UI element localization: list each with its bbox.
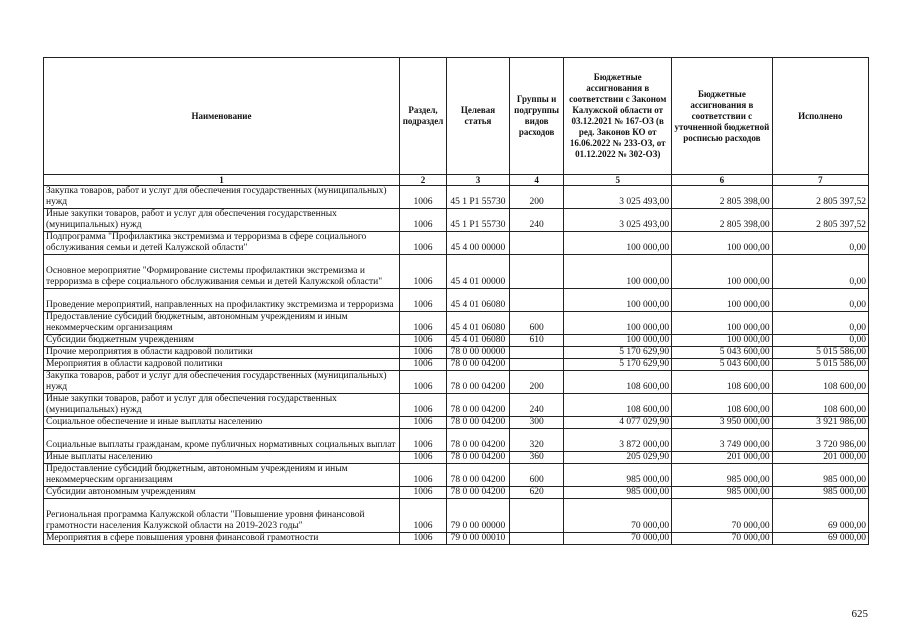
row-section: 1006: [399, 499, 446, 533]
row-section: 1006: [399, 186, 446, 209]
header-section: Раздел, подраздел: [399, 58, 446, 175]
column-number: 1: [44, 175, 400, 186]
row-law-amount: 100 000,00: [564, 312, 672, 335]
table-row: [44, 371, 869, 394]
row-name: Субсидии автономным учреждениям: [44, 487, 400, 499]
row-roster-amount: 201 000,00: [672, 452, 773, 464]
row-group: 200: [509, 371, 563, 394]
row-target: 79 0 00 00010: [447, 533, 510, 545]
row-group: [509, 255, 563, 289]
row-section: 1006: [399, 209, 446, 232]
row-name: Иные закупки товаров, работ и услуг для обеспечения государственных (муниципальных) нужд: [44, 394, 400, 417]
row-name: Основное мероприятие "Формирование системы профилактики экстремизма и терроризма в сфере социального обслуживания семьи и детей Калужской области": [44, 255, 400, 289]
header-row: [44, 58, 869, 175]
row-group: [509, 347, 563, 359]
header-name: Наименование: [44, 58, 400, 175]
row-roster-amount: 100 000,00: [672, 335, 773, 347]
row-name: Предоставление субсидий бюджетным, автономным учреждениям и иным некоммерческим организациям: [44, 464, 400, 487]
row-law-amount: 985 000,00: [564, 487, 672, 499]
row-executed-amount: 201 000,00: [772, 452, 868, 464]
row-executed-amount: 69 000,00: [772, 499, 868, 533]
row-target: 45 4 01 06080: [447, 312, 510, 335]
row-group: 200: [509, 186, 563, 209]
row-executed-amount: 108 600,00: [772, 394, 868, 417]
column-number-row: [44, 175, 869, 186]
row-group: 620: [509, 487, 563, 499]
row-name: Проведение мероприятий, направленных на профилактику экстремизма и терроризма: [44, 289, 400, 312]
row-name: Прочие мероприятия в области кадровой политики: [44, 347, 400, 359]
table-row: [44, 255, 869, 289]
row-executed-amount: 69 000,00: [772, 533, 868, 545]
row-target: 45 4 01 06080: [447, 289, 510, 312]
row-roster-amount: 5 043 600,00: [672, 359, 773, 371]
table-row: [44, 335, 869, 347]
row-executed-amount: 985 000,00: [772, 487, 868, 499]
row-roster-amount: 100 000,00: [672, 255, 773, 289]
row-name: Предоставление субсидий бюджетным, автономным учреждениям и иным некоммерческим организациям: [44, 312, 400, 335]
row-roster-amount: 985 000,00: [672, 464, 773, 487]
row-executed-amount: 5 015 586,00: [772, 359, 868, 371]
row-name: Иные закупки товаров, работ и услуг для обеспечения государственных (муниципальных) нужд: [44, 209, 400, 232]
row-executed-amount: 108 600,00: [772, 371, 868, 394]
column-number: 2: [399, 175, 446, 186]
row-section: 1006: [399, 533, 446, 545]
row-law-amount: 5 170 629,90: [564, 347, 672, 359]
table-row: [44, 359, 869, 371]
table-row: [44, 487, 869, 499]
row-target: 78 0 00 04200: [447, 464, 510, 487]
row-law-amount: 70 000,00: [564, 533, 672, 545]
row-executed-amount: 0,00: [772, 289, 868, 312]
table-row: [44, 499, 869, 533]
row-target: 45 4 01 06080: [447, 335, 510, 347]
row-group: 610: [509, 335, 563, 347]
table-row: [44, 417, 869, 429]
table-row: [44, 452, 869, 464]
row-law-amount: 4 077 029,90: [564, 417, 672, 429]
row-group: 320: [509, 429, 563, 452]
header-target: Целевая статья: [447, 58, 510, 175]
row-section: 1006: [399, 312, 446, 335]
table-row: [44, 312, 869, 335]
row-target: 78 0 00 04200: [447, 417, 510, 429]
row-roster-amount: 100 000,00: [672, 232, 773, 255]
row-roster-amount: 2 805 398,00: [672, 209, 773, 232]
row-name: Мероприятия в сфере повышения уровня финансовой грамотности: [44, 533, 400, 545]
row-roster-amount: 5 043 600,00: [672, 347, 773, 359]
row-law-amount: 100 000,00: [564, 255, 672, 289]
row-section: 1006: [399, 289, 446, 312]
table-row: [44, 533, 869, 545]
row-executed-amount: 2 805 397,52: [772, 186, 868, 209]
row-roster-amount: 108 600,00: [672, 394, 773, 417]
row-roster-amount: 2 805 398,00: [672, 186, 773, 209]
row-law-amount: 5 170 629,90: [564, 359, 672, 371]
row-name: Подпрограмма "Профилактика экстремизма и терроризма в сфере социального обслуживания семьи и детей Калужской области": [44, 232, 400, 255]
row-group: 240: [509, 209, 563, 232]
table-row: [44, 394, 869, 417]
page-number: 625: [851, 608, 868, 620]
row-law-amount: 100 000,00: [564, 289, 672, 312]
row-section: 1006: [399, 335, 446, 347]
row-section: 1006: [399, 464, 446, 487]
row-law-amount: 70 000,00: [564, 499, 672, 533]
row-group: [509, 359, 563, 371]
row-roster-amount: 70 000,00: [672, 533, 773, 545]
column-number: 6: [672, 175, 773, 186]
row-target: 78 0 00 04200: [447, 487, 510, 499]
row-target: 78 0 00 04200: [447, 359, 510, 371]
row-roster-amount: 108 600,00: [672, 371, 773, 394]
row-target: 78 0 00 04200: [447, 429, 510, 452]
row-executed-amount: 3 720 986,00: [772, 429, 868, 452]
row-section: 1006: [399, 417, 446, 429]
row-target: 78 0 00 00000: [447, 347, 510, 359]
row-executed-amount: 0,00: [772, 335, 868, 347]
table-row: [44, 209, 869, 232]
row-law-amount: 3 872 000,00: [564, 429, 672, 452]
row-executed-amount: 0,00: [772, 255, 868, 289]
row-law-amount: 3 025 493,00: [564, 209, 672, 232]
header-law: Бюджетные ассигнования в соответствии с Законом Калужской области от 03.12.2021 № 167-ОЗ (в ред. Законов КО от 16.06.2022 № 233-ОЗ, от 01.12.2022 № 302-ОЗ): [564, 58, 672, 175]
row-section: 1006: [399, 347, 446, 359]
row-group: [509, 533, 563, 545]
row-name: Социальные выплаты гражданам, кроме публичных нормативных социальных выплат: [44, 429, 400, 452]
row-law-amount: 108 600,00: [564, 371, 672, 394]
row-executed-amount: 0,00: [772, 232, 868, 255]
row-name: Закупка товаров, работ и услуг для обеспечения государственных (муниципальных) нужд: [44, 186, 400, 209]
row-target: 78 0 00 04200: [447, 394, 510, 417]
header-executed: Исполнено: [772, 58, 868, 175]
table-row: [44, 232, 869, 255]
header-group: Группы и подгруппы видов расходов: [509, 58, 563, 175]
row-target: 79 0 00 00000: [447, 499, 510, 533]
row-roster-amount: 100 000,00: [672, 289, 773, 312]
table-row: [44, 347, 869, 359]
row-law-amount: 985 000,00: [564, 464, 672, 487]
table-row: [44, 186, 869, 209]
row-roster-amount: 3 749 000,00: [672, 429, 773, 452]
row-executed-amount: 2 805 397,52: [772, 209, 868, 232]
row-target: 45 1 Р1 55730: [447, 209, 510, 232]
row-name: Региональная программа Калужской области "Повышение уровня финансовой грамотности населения Калужской области на 2019-2023 годы": [44, 499, 400, 533]
row-target: 45 1 Р1 55730: [447, 186, 510, 209]
row-executed-amount: 5 015 586,00: [772, 347, 868, 359]
row-law-amount: 100 000,00: [564, 232, 672, 255]
budget-table: [43, 57, 869, 545]
column-number: 4: [509, 175, 563, 186]
row-name: Мероприятия в области кадровой политики: [44, 359, 400, 371]
row-law-amount: 3 025 493,00: [564, 186, 672, 209]
row-target: 78 0 00 04200: [447, 452, 510, 464]
row-group: [509, 232, 563, 255]
row-section: 1006: [399, 452, 446, 464]
row-target: 45 4 01 00000: [447, 255, 510, 289]
row-law-amount: 100 000,00: [564, 335, 672, 347]
row-group: 360: [509, 452, 563, 464]
row-section: 1006: [399, 394, 446, 417]
row-executed-amount: 0,00: [772, 312, 868, 335]
row-group: 600: [509, 312, 563, 335]
row-section: 1006: [399, 487, 446, 499]
header-roster: Бюджетные ассигнования в соответствии с уточненной бюджетной росписью расходов: [672, 58, 773, 175]
column-number: 7: [772, 175, 868, 186]
row-group: [509, 289, 563, 312]
row-law-amount: 205 029,90: [564, 452, 672, 464]
row-name: Социальное обеспечение и иные выплаты населению: [44, 417, 400, 429]
row-roster-amount: 985 000,00: [672, 487, 773, 499]
row-section: 1006: [399, 371, 446, 394]
column-number: 5: [564, 175, 672, 186]
table-row: [44, 289, 869, 312]
row-executed-amount: 3 921 986,00: [772, 417, 868, 429]
row-group: 600: [509, 464, 563, 487]
row-target: 45 4 00 00000: [447, 232, 510, 255]
row-name: Закупка товаров, работ и услуг для обеспечения государственных (муниципальных) нужд: [44, 371, 400, 394]
row-law-amount: 108 600,00: [564, 394, 672, 417]
row-section: 1006: [399, 255, 446, 289]
table-row: [44, 464, 869, 487]
row-name: Субсидии бюджетным учреждениям: [44, 335, 400, 347]
row-section: 1006: [399, 429, 446, 452]
row-target: 78 0 00 04200: [447, 371, 510, 394]
row-section: 1006: [399, 232, 446, 255]
row-group: [509, 499, 563, 533]
row-roster-amount: 3 950 000,00: [672, 417, 773, 429]
row-executed-amount: 985 000,00: [772, 464, 868, 487]
table-row: [44, 429, 869, 452]
row-group: 240: [509, 394, 563, 417]
row-group: 300: [509, 417, 563, 429]
row-name: Иные выплаты населению: [44, 452, 400, 464]
row-roster-amount: 100 000,00: [672, 312, 773, 335]
row-roster-amount: 70 000,00: [672, 499, 773, 533]
row-section: 1006: [399, 359, 446, 371]
column-number: 3: [447, 175, 510, 186]
